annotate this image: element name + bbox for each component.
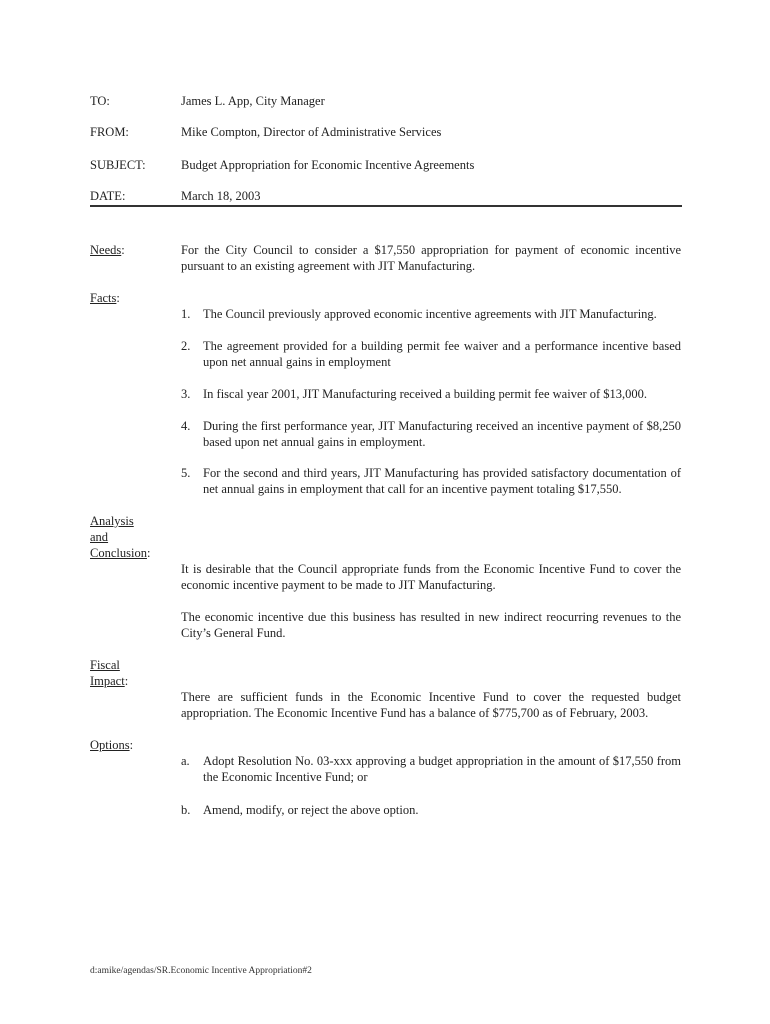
item-text: In fiscal year 2001, JIT Manufacturing received a building permit fee waiver of $13,000.: [203, 387, 648, 401]
item-text: Adopt Resolution No. 03-xxx approving a budget appropriation in the amount of $17,550 from the Economic Incentive Fund; or: [203, 754, 681, 784]
subject-label: SUBJECT:: [90, 158, 146, 172]
facts-heading: Facts:: [90, 291, 120, 305]
item-number: b.: [181, 803, 191, 817]
item-number: 4.: [181, 419, 191, 433]
needs-text: For the City Council to consider a $17,550 appropriation for payment of economic incentive pursuant to an existing agreement with JIT Manufacturing.: [181, 243, 681, 273]
item-text: During the first performance year, JIT Manufacturing received an incentive payment of $8,250 based upon net annual gains in employment.: [203, 419, 681, 449]
header-divider: [90, 205, 682, 207]
item-number: a.: [181, 754, 190, 768]
item-text: For the second and third years, JIT Manufacturing has provided satisfactory documentation of net annual gains in employment that call for an incentive payment totaling $17,550.: [203, 466, 681, 496]
needs-heading: Needs:: [90, 243, 125, 257]
from-label: FROM:: [90, 125, 129, 139]
memo-subject-row: [90, 158, 690, 176]
to-value: James L. App, City Manager: [181, 94, 325, 108]
memo-from-row: [90, 125, 690, 143]
memo-to-row: [90, 94, 690, 112]
to-label: TO:: [90, 94, 110, 108]
item-text: The agreement provided for a building permit fee waiver and a performance incentive based upon net annual gains in employment: [203, 339, 681, 369]
date-label: DATE:: [90, 189, 126, 203]
file-path-footer: d:amike/agendas/SR.Economic Incentive Appropriation#2: [90, 966, 312, 976]
item-number: 5.: [181, 466, 191, 480]
options-heading: Options:: [90, 738, 134, 752]
fiscal-text: There are sufficient funds in the Economic Incentive Fund to cover the requested budget appropriation. The Economic Incentive Fund has a balance of $775,700 as of February, 2003.: [181, 690, 681, 720]
subject-value: Budget Appropriation for Economic Incentive Agreements: [181, 158, 475, 172]
item-number: 1.: [181, 307, 191, 321]
item-number: 2.: [181, 339, 191, 353]
item-text: Amend, modify, or reject the above option.: [203, 803, 419, 817]
analysis-paragraph: The economic incentive due this business has resulted in new indirect reocurring revenues to the City’s General Fund.: [181, 610, 681, 640]
item-text: The Council previously approved economic incentive agreements with JIT Manufacturing.: [203, 307, 657, 321]
date-value: March 18, 2003: [181, 189, 261, 203]
analysis-paragraph: It is desirable that the Council appropriate funds from the Economic Incentive Fund to cover the economic incentive payment to be made to JIT Manufacturing.: [181, 562, 681, 592]
fiscal-heading: Fiscal Impact:: [90, 658, 129, 688]
analysis-heading: Analysis and Conclusion:: [90, 514, 151, 560]
item-number: 3.: [181, 387, 191, 401]
from-value: Mike Compton, Director of Administrative Services: [181, 125, 442, 139]
